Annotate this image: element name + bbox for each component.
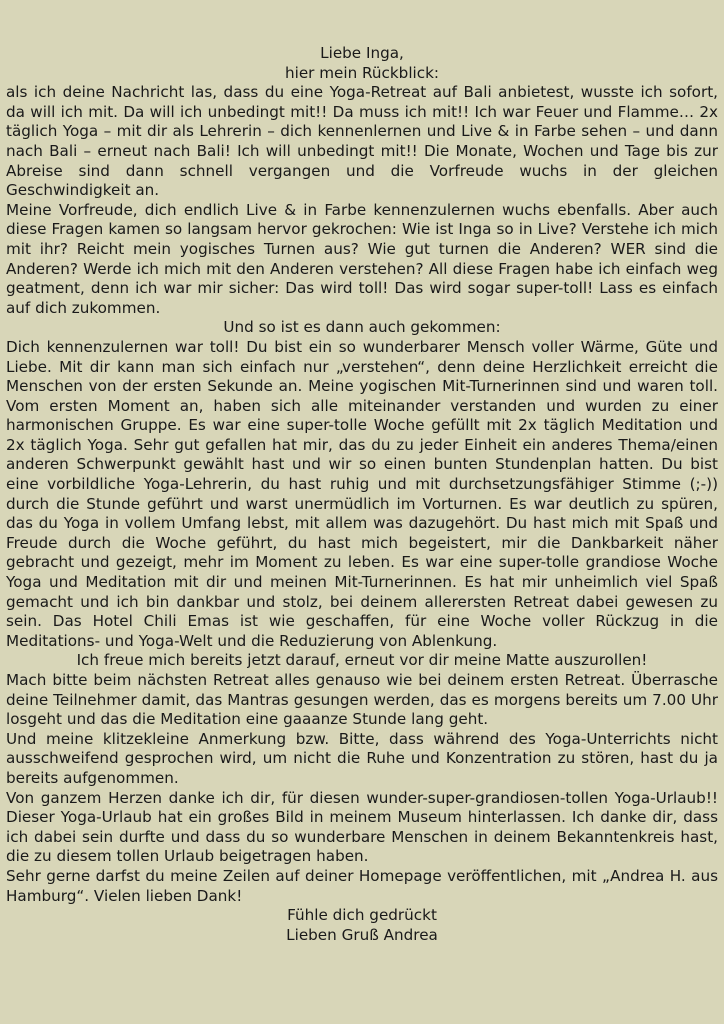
paragraph-transition: Und so ist es dann auch gekommen: [223,318,501,337]
paragraph-experience: Dich kennenzulernen war toll! Du bist ein so wunderbarer Mensch voller Wärme, Güte und Liebe. Mit dir kann man sich einfach nur „verstehen“, denn deine Herzlichkeit erreicht die Menschen von der ersten Sekunde an. Meine yogischen Mit-Turnerinnen sind und waren toll. Vom ersten Moment an, haben sich alle miteinander verstanden und wurden zu einer harmonischen Gruppe. Es war eine super-tolle Woche gefüllt mit 2x täglich Meditation und 2x täglich Yoga. Sehr gut gefallen hat mir, das du zu jeder Einheit ein anderes Thema/einen anderen Schwerpunkt gewählt hast und wir so einen bunten Stundenplan hatten. Du bist eine vorbildliche Yoga-Lehrerin, du hast ruhig und mit durchsetzungsfähiger Stimme (;-)) durch die Stunde geführt und warst unermüdlich im Vorturnen. Es war deutlich zu spüren, das du Yoga in vollem Umfang lebst, mit allem was dazugehört. Du hast mich mit Spaß und Freude durch die Woche geführt, du hast mich begeistert, mir die Dankbarkeit näher gebracht und gezeigt, mehr im Moment zu leben. Es war eine super-tolle grandiose Woche Yoga und Meditation mit dir und meinen Mit-Turnerinnen. Es hat mir unheimlich viel Spaß gemacht und ich bin dankbar und stolz, bei deinem allerersten Retreat dabei gewesen zu sein. Das Hotel Chili Emas ist wie geschaffen, für eine Woche voller Rückzug in die Meditations- und Yoga-Welt und die Reduzierung von Ablenkung. [6,337,718,650]
salutation: Liebe Inga, [320,44,404,62]
paragraph-questions: Meine Vorfreude, dich endlich Live & in Farbe kennenzulernen wuchs ebenfalls. Aber auch diese Fragen kamen so langsam hervor gekrochen: Wie ist Inga so in Live? Verstehe ich mich mit ihr? Reicht mein yogisches Turnen aus? Wie gut turnen die Anderen? WER sind die Anderen? Werde ich mich mit den Anderen verstehen? All diese Fragen habe ich einfach weg geatment, denn ich war mir sicher: Das wird toll! Das wird sogar super-toll! Lass es einfach auf dich zukommen. [6,200,718,317]
paragraph-request: Mach bitte beim nächsten Retreat alles genauso wie bei deinem ersten Retreat. Überrasche deine Teilnehmer damit, das Mantras gesungen werden, das es morgens bereits um 7.00 Uhr losgeht und das die Meditation eine gaaanze Stunde lang geht. [6,671,718,729]
closing-hug: Fühle dich gedrückt [287,906,437,925]
paragraph-looking-forward: Ich freue mich bereits jetzt darauf, erneut vor dir meine Matte auszurollen! [76,651,648,670]
paragraph-remark: Und meine klitzekleine Anmerkung bzw. Bitte, dass während des Yoga-Unterrichts nicht ausschweifend gesprochen wird, um nicht die Ruhe und Konzentration zu stören, hast du ja bereits aufgenommen. [6,729,718,787]
paragraph-thanks: Von ganzem Herzen danke ich dir, für diesen wunder-super-grandiosen-tollen Yoga-Urlaub!! Dieser Yoga-Urlaub hat ein großes Bild in meinem Museum hinterlassen. Ich danke dir, dass ich dabei sein durfte und dass du so wunderbare Menschen in deinem Bekanntenkreis hast, die zu diesem tollen Urlaub beigetragen haben. [6,788,718,866]
paragraph-anticipation: als ich deine Nachricht las, dass du eine Yoga-Retreat auf Bali anbietest, wusste ich sofort, da will ich mit. Da will ich unbedingt mit!! Da muss ich mit!! Ich war Feuer und Flamme… 2x täglich Yoga – mit dir als Lehrerin – dich kennenlernen und Live & in Farbe sehen – und dann nach Bali – erneut nach Bali! Ich will unbedingt mit!! Die Monate, Wochen und Tage bis zur Abreise sind dann schnell vergangen und die Vorfreude wuchs in der gleichen Geschwindigkeit an. [6,83,718,200]
signature: Lieben Gruß Andrea [286,925,438,944]
paragraph-permission: Sehr gerne darfst du meine Zeilen auf deiner Homepage veröffentlichen, mit „Andrea H. aus Hamburg“. Vielen lieben Dank! [6,866,718,905]
intro-line: hier mein Rückblick: [284,63,440,82]
